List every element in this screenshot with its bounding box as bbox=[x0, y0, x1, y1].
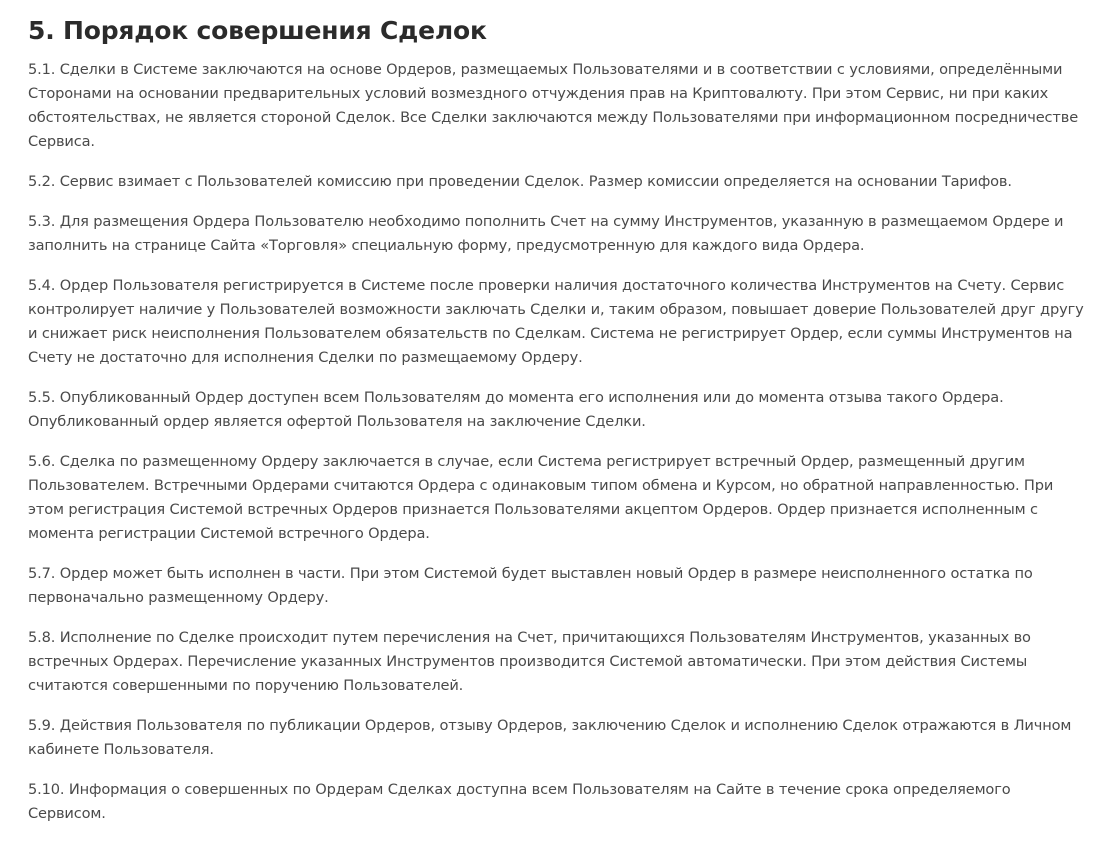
clause-5-6: 5.6. Сделка по размещенному Ордеру заключается в случае, если Система регистрирует встречный Ордер, размещенный другим Пользователем. Встречными Ордерами считаются Ордера с одинаковым типом обмена и Курсом, но обратной направленностью. При этом регистрация Системой встречных Ордеров признается Пользователями акцептом Ордеров. Ордер признается исполненным с момента регистрации Системой встречного Ордера. bbox=[28, 453, 1054, 542]
section-title: 5. Порядок совершения Сделок bbox=[28, 16, 487, 45]
clause-5-1: 5.1. Сделки в Системе заключаются на основе Ордеров, размещаемых Пользователями и в соответствии с условиями, определёнными Сторонами на основании предварительных условий возмездного отчуждения прав на Криптовалюту. При этом Сервис, ни при каких обстоятельствах, не является стороной Сделок. Все Сделки заключаются между Пользователями при информационном посредничестве Сервиса. bbox=[28, 61, 1079, 150]
clause-5-7: 5.7. Ордер может быть исполнен в части. При этом Системой будет выставлен новый Ордер в размере неисполненного остатка по первоначально размещенному Ордеру. bbox=[28, 565, 1033, 606]
clause-5-4: 5.4. Ордер Пользователя регистрируется в Системе после проверки наличия достаточного количества Инструментов на Счету. Сервис контролирует наличие у Пользователей возможности заключать Сделки и, таким образом, повышает доверие Пользователей друг другу и снижает риск неисполнения Пользователем обязательств по Сделкам. Система не регистрирует Ордер, если суммы Инструментов на Счету не достаточно для исполнения Сделки по размещаемому Ордеру. bbox=[28, 277, 1084, 366]
clause-5-10: 5.10. Информация о совершенных по Ордерам Сделках доступна всем Пользователям на Сайте в течение срока определяемого Сервисом. bbox=[28, 781, 1011, 822]
clause-5-3: 5.3. Для размещения Ордера Пользователю необходимо пополнить Счет на сумму Инструментов, указанную в размещаемом Ордере и заполнить на странице Сайта «Торговля» специальную форму, предусмотренную для каждого вида Ордера. bbox=[28, 213, 1064, 254]
clause-5-5: 5.5. Опубликованный Ордер доступен всем Пользователям до момента его исполнения или до момента отзыва такого Ордера. Опубликованный ордер является офертой Пользователя на заключение Сделки. bbox=[28, 389, 1004, 430]
document-section bbox=[28, 14, 1088, 842]
clause-5-9: 5.9. Действия Пользователя по публикации Ордеров, отзыву Ордеров, заключению Сделок и исполнению Сделок отражаются в Личном кабинете Пользователя. bbox=[28, 717, 1072, 758]
clause-5-8: 5.8. Исполнение по Сделке происходит путем перечисления на Счет, причитающихся Пользователям Инструментов, указанных во встречных Ордерах. Перечисление указанных Инструментов производится Системой автоматически. При этом действия Системы считаются совершенными по поручению Пользователей. bbox=[28, 629, 1031, 694]
clause-5-2: 5.2. Сервис взимает с Пользователей комиссию при проведении Сделок. Размер комиссии определяется на основании Тарифов. bbox=[28, 173, 1012, 190]
